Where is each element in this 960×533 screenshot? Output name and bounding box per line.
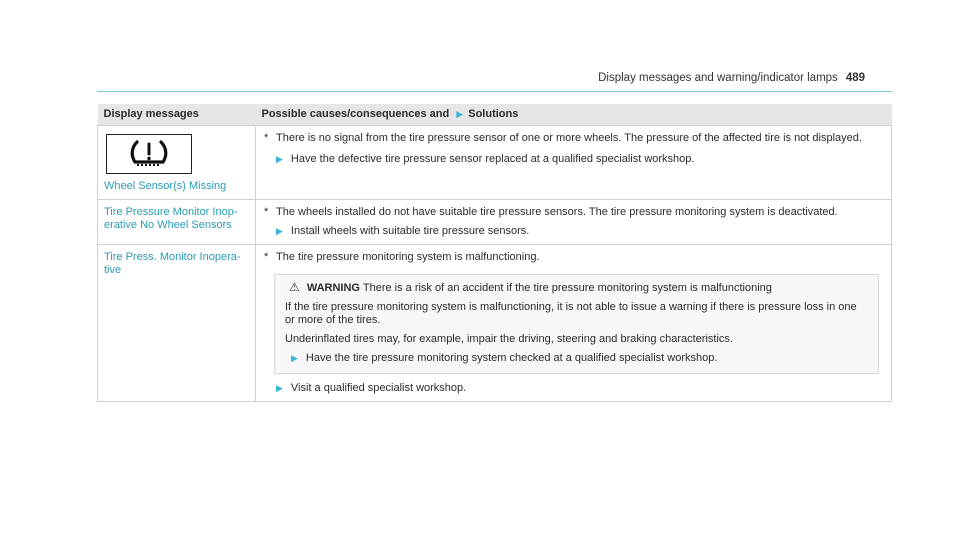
message-text: Tire Pressure Monitor Inop- erative No Wheel Sensors: [104, 206, 238, 231]
cause-text: The tire pressure monitoring system is malfunctioning.: [276, 251, 540, 263]
cause-cell: [256, 126, 892, 200]
solution: [262, 153, 885, 166]
arrow-icon: ▶: [276, 154, 283, 164]
tire-pressure-warning-icon: [106, 134, 192, 174]
warning-heading: [285, 281, 868, 295]
header-title: Display messages and warning/indicator lamps: [598, 72, 838, 84]
message-text: Tire Press. Monitor Inopera- tive: [104, 251, 241, 276]
warning-paragraph: Underinflated tires may, for example, impair the driving, steering and braking characteristics.: [285, 333, 733, 345]
column-header-solutions-label: Solutions: [468, 108, 519, 120]
table-row: [98, 126, 892, 200]
column-header-causes-label: Possible causes/consequences and: [261, 108, 450, 120]
message-text: Wheel Sensor(s) Missing: [104, 180, 227, 192]
warning-solution-text: Have the tire pressure monitoring system checked at a qualified specialist workshop.: [305, 352, 718, 364]
message-cell: [98, 126, 256, 200]
arrow-icon: ▶: [291, 353, 298, 363]
solution-text: Have the defective tire pressure sensor replaced at a qualified specialist workshop.: [290, 153, 695, 165]
cause-text: There is no signal from the tire pressure sensor of one or more wheels. The pressure of the affected tire is not displayed.: [276, 132, 862, 144]
warning-title: WARNING: [306, 282, 360, 294]
page-number: 489: [845, 72, 865, 84]
cause: * There is no signal from the tire pressure sensor of one or more wheels. The pressure of the affected tire is not displayed.: [264, 132, 862, 144]
cause-cell: [256, 245, 892, 402]
arrow-icon: ▶: [276, 383, 283, 393]
running-header: [598, 72, 865, 84]
solution-text: Visit a qualified specialist workshop.: [290, 382, 467, 394]
table-header-row: [98, 104, 892, 126]
column-header-messages: Display messages: [98, 104, 256, 126]
solution: [262, 225, 885, 238]
solution: [262, 382, 885, 395]
cause-cell: [256, 200, 892, 245]
cause: * The tire pressure monitoring system is malfunctioning.: [264, 251, 540, 263]
warning-triangle-icon: ⚠: [289, 280, 300, 294]
cause: * The wheels installed do not have suitable tire pressure sensors. The tire pressure monitoring system is deactivated.: [264, 206, 838, 218]
warning-solution: [285, 352, 868, 365]
warning-text: There is a risk of an accident if the tire pressure monitoring system is malfunctioning: [362, 282, 772, 294]
column-header-causes: [256, 104, 892, 126]
warning-paragraph: If the tire pressure monitoring system is malfunctioning, it is not able to issue a warning if there is pressure loss in one or more of the tires.: [285, 301, 857, 326]
arrow-icon: ▶: [276, 226, 283, 236]
warning-box: [274, 274, 879, 374]
arrow-icon: ▶: [456, 109, 464, 119]
table-row: [98, 200, 892, 245]
table-row: [98, 245, 892, 402]
solution-text: Install wheels with suitable tire pressure sensors.: [290, 225, 530, 237]
message-cell: [98, 200, 256, 245]
header-rule: [97, 91, 892, 92]
display-messages-table: [97, 104, 892, 402]
cause-text: The wheels installed do not have suitable tire pressure sensors. The tire pressure monitoring system is deactivated.: [276, 206, 838, 218]
message-cell: [98, 245, 256, 402]
